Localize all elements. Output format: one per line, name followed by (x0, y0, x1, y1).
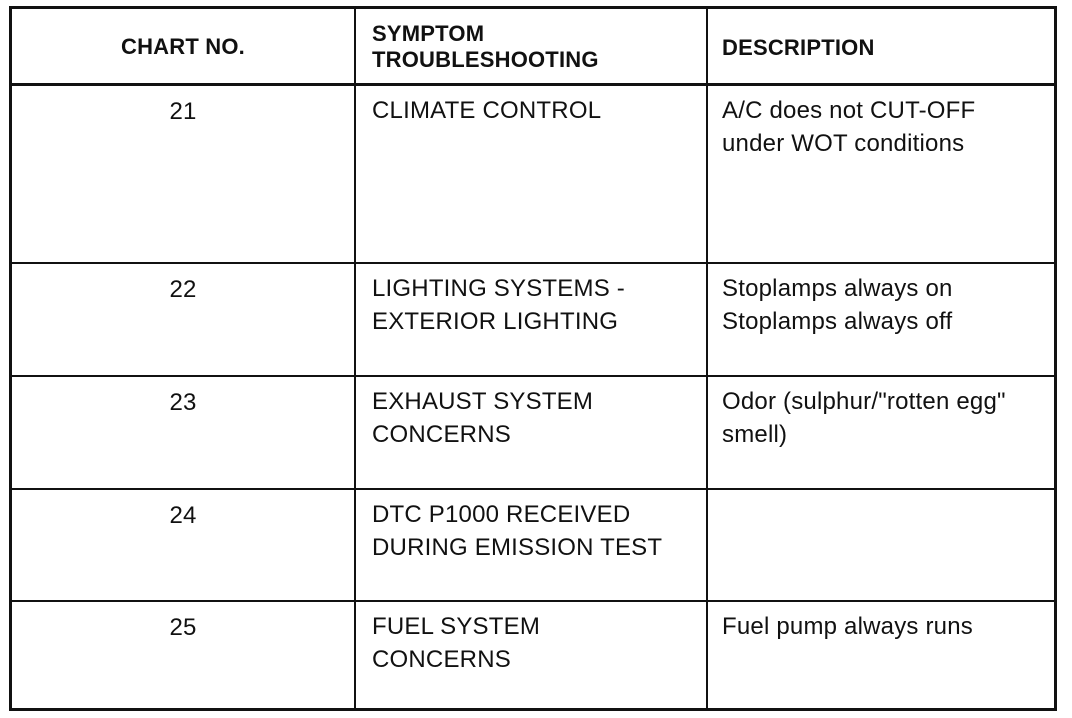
header-description-label: DESCRIPTION (722, 35, 875, 60)
symptom-line: DTC P1000 RECEIVED (372, 501, 631, 528)
chart-no-value: 22 (169, 276, 197, 303)
cell-symptom (356, 86, 708, 262)
chart-no-value: 24 (169, 502, 197, 529)
description-line: Stoplamps always on (722, 275, 953, 302)
header-symptom-label-line2: TROUBLESHOOTING (372, 47, 599, 72)
cell-chart-no (12, 377, 356, 488)
cell-chart-no (12, 264, 356, 375)
cell-chart-no (12, 602, 356, 708)
chart-no-value: 23 (169, 389, 197, 416)
table-row (12, 86, 1054, 264)
header-description (708, 9, 1054, 83)
header-chart-no (12, 9, 356, 83)
symptom-line: CLIMATE CONTROL (372, 97, 602, 124)
table-row (12, 377, 1054, 490)
cell-description (708, 490, 1054, 600)
description-line: under WOT conditions (722, 130, 965, 157)
symptom-line: DURING EMISSION TEST (372, 534, 663, 561)
chart-no-value: 25 (169, 614, 197, 641)
cell-symptom (356, 264, 708, 375)
cell-description (708, 377, 1054, 488)
header-symptom (356, 9, 708, 83)
table-row (12, 264, 1054, 377)
cell-chart-no (12, 86, 356, 262)
symptom-line: CONCERNS (372, 421, 511, 448)
description-line: smell) (722, 421, 788, 448)
description-line: A/C does not CUT-OFF (722, 97, 976, 124)
cell-description (708, 602, 1054, 708)
cell-symptom (356, 490, 708, 600)
header-symptom-label-line1: SYMPTOM (372, 21, 485, 46)
symptom-line: EXHAUST SYSTEM (372, 388, 594, 415)
description-line: Stoplamps always off (722, 308, 953, 335)
symptom-chart-table (9, 6, 1057, 711)
description-line: Odor (sulphur/"rotten egg" (722, 388, 1006, 415)
table-row (12, 602, 1054, 708)
table-header-row (12, 9, 1054, 86)
table-row (12, 490, 1054, 602)
cell-symptom (356, 377, 708, 488)
symptom-line: EXTERIOR LIGHTING (372, 308, 619, 335)
symptom-line: LIGHTING SYSTEMS - (372, 275, 625, 302)
symptom-line: CONCERNS (372, 646, 511, 673)
symptom-line: FUEL SYSTEM (372, 613, 541, 640)
cell-description (708, 264, 1054, 375)
header-chart-no-label: CHART NO. (120, 34, 245, 59)
cell-chart-no (12, 490, 356, 600)
description-line: Fuel pump always runs (722, 613, 973, 640)
chart-no-value: 21 (169, 98, 197, 125)
cell-symptom (356, 602, 708, 708)
cell-description (708, 86, 1054, 262)
